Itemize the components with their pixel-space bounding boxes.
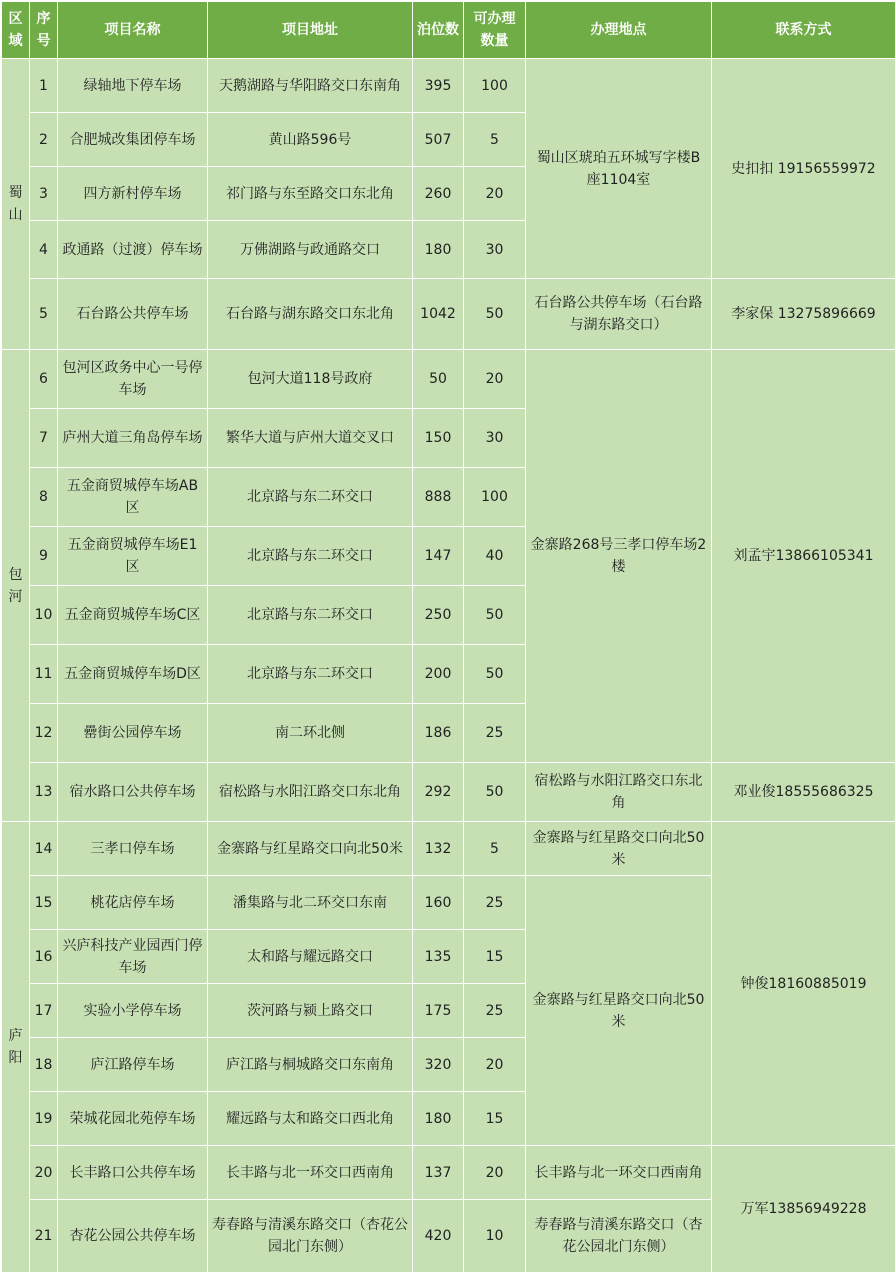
- office-cell: 金寨路与红星路交口向北50米: [526, 876, 712, 1146]
- available-cell: 15: [464, 930, 526, 984]
- spaces-cell: 135: [413, 930, 464, 984]
- available-cell: 100: [464, 59, 526, 113]
- address-cell: 北京路与东二环交口: [208, 645, 413, 704]
- table-row: [2, 822, 896, 876]
- header-available: 可办理数量: [464, 2, 526, 59]
- seq-cell: 2: [30, 113, 58, 167]
- spaces-cell: 200: [413, 645, 464, 704]
- spaces-cell: 147: [413, 527, 464, 586]
- parking-table: [1, 1, 896, 1273]
- seq-cell: 4: [30, 221, 58, 279]
- office-cell: 宿松路与水阳江路交口东北角: [526, 763, 712, 822]
- address-cell: 天鹅湖路与华阳路交口东南角: [208, 59, 413, 113]
- spaces-cell: 186: [413, 704, 464, 763]
- available-cell: 50: [464, 645, 526, 704]
- spaces-cell: 180: [413, 221, 464, 279]
- address-cell: 北京路与东二环交口: [208, 468, 413, 527]
- contact-cell: 邓业俊18555686325: [712, 763, 896, 822]
- available-cell: 5: [464, 822, 526, 876]
- address-cell: 寿春路与清溪东路交口（杏花公园北门东侧）: [208, 1200, 413, 1273]
- address-cell: 耀远路与太和路交口西北角: [208, 1092, 413, 1146]
- available-cell: 25: [464, 704, 526, 763]
- seq-cell: 1: [30, 59, 58, 113]
- spaces-cell: 132: [413, 822, 464, 876]
- spaces-cell: 50: [413, 350, 464, 409]
- seq-cell: 3: [30, 167, 58, 221]
- spaces-cell: 250: [413, 586, 464, 645]
- contact-cell: 李家保 13275896669: [712, 279, 896, 350]
- seq-cell: 16: [30, 930, 58, 984]
- contact-cell: 万军13856949228: [712, 1146, 896, 1273]
- seq-cell: 15: [30, 876, 58, 930]
- name-cell: 罍街公园停车场: [58, 704, 208, 763]
- contact-cell: 刘孟宇13866105341: [712, 350, 896, 763]
- address-cell: 金寨路与红星路交口向北50米: [208, 822, 413, 876]
- available-cell: 50: [464, 763, 526, 822]
- header-name: 项目名称: [58, 2, 208, 59]
- seq-cell: 9: [30, 527, 58, 586]
- address-cell: 长丰路与北一环交口西南角: [208, 1146, 413, 1200]
- available-cell: 20: [464, 350, 526, 409]
- spaces-cell: 292: [413, 763, 464, 822]
- seq-cell: 8: [30, 468, 58, 527]
- spaces-cell: 1042: [413, 279, 464, 350]
- header-contact: 联系方式: [712, 2, 896, 59]
- available-cell: 40: [464, 527, 526, 586]
- name-cell: 杏花公园公共停车场: [58, 1200, 208, 1273]
- available-cell: 25: [464, 984, 526, 1038]
- contact-cell: 史扣扣 19156559972: [712, 59, 896, 279]
- address-cell: 万佛湖路与政通路交口: [208, 221, 413, 279]
- address-cell: 包河大道118号政府: [208, 350, 413, 409]
- available-cell: 30: [464, 409, 526, 468]
- spaces-cell: 507: [413, 113, 464, 167]
- table-row: [2, 763, 896, 822]
- seq-cell: 11: [30, 645, 58, 704]
- name-cell: 三孝口停车场: [58, 822, 208, 876]
- name-cell: 合肥城改集团停车场: [58, 113, 208, 167]
- address-cell: 祁门路与东至路交口东北角: [208, 167, 413, 221]
- address-cell: 宿松路与水阳江路交口东北角: [208, 763, 413, 822]
- available-cell: 20: [464, 1146, 526, 1200]
- address-cell: 北京路与东二环交口: [208, 527, 413, 586]
- name-cell: 庐江路停车场: [58, 1038, 208, 1092]
- contact-cell: 钟俊18160885019: [712, 822, 896, 1146]
- spaces-cell: 160: [413, 876, 464, 930]
- region-cell: 包河: [2, 350, 30, 822]
- name-cell: 荣城花园北苑停车场: [58, 1092, 208, 1146]
- office-cell: 蜀山区琥珀五环城写字楼B座1104室: [526, 59, 712, 279]
- address-cell: 繁华大道与庐州大道交叉口: [208, 409, 413, 468]
- name-cell: 宿水路口公共停车场: [58, 763, 208, 822]
- name-cell: 五金商贸城停车场AB区: [58, 468, 208, 527]
- name-cell: 五金商贸城停车场C区: [58, 586, 208, 645]
- spaces-cell: 888: [413, 468, 464, 527]
- name-cell: 四方新村停车场: [58, 167, 208, 221]
- spaces-cell: 175: [413, 984, 464, 1038]
- address-cell: 黄山路596号: [208, 113, 413, 167]
- name-cell: 包河区政务中心一号停车场: [58, 350, 208, 409]
- address-cell: 石台路与湖东路交口东北角: [208, 279, 413, 350]
- name-cell: 桃花店停车场: [58, 876, 208, 930]
- seq-cell: 5: [30, 279, 58, 350]
- seq-cell: 7: [30, 409, 58, 468]
- name-cell: 兴庐科技产业园西门停车场: [58, 930, 208, 984]
- spaces-cell: 137: [413, 1146, 464, 1200]
- name-cell: 石台路公共停车场: [58, 279, 208, 350]
- seq-cell: 14: [30, 822, 58, 876]
- available-cell: 50: [464, 279, 526, 350]
- spaces-cell: 260: [413, 167, 464, 221]
- office-cell: 石台路公共停车场（石台路与湖东路交口）: [526, 279, 712, 350]
- name-cell: 实验小学停车场: [58, 984, 208, 1038]
- available-cell: 50: [464, 586, 526, 645]
- available-cell: 20: [464, 1038, 526, 1092]
- office-cell: 长丰路与北一环交口西南角: [526, 1146, 712, 1200]
- address-cell: 茨河路与颍上路交口: [208, 984, 413, 1038]
- seq-cell: 21: [30, 1200, 58, 1273]
- header-office: 办理地点: [526, 2, 712, 59]
- seq-cell: 20: [30, 1146, 58, 1200]
- spaces-cell: 420: [413, 1200, 464, 1273]
- table-row: [2, 59, 896, 113]
- name-cell: 五金商贸城停车场E1区: [58, 527, 208, 586]
- office-cell: 金寨路268号三孝口停车场2楼: [526, 350, 712, 763]
- spaces-cell: 320: [413, 1038, 464, 1092]
- table-row: [2, 279, 896, 350]
- address-cell: 南二环北侧: [208, 704, 413, 763]
- available-cell: 5: [464, 113, 526, 167]
- name-cell: 绿轴地下停车场: [58, 59, 208, 113]
- available-cell: 25: [464, 876, 526, 930]
- name-cell: 长丰路口公共停车场: [58, 1146, 208, 1200]
- header-region: 区域: [2, 2, 30, 59]
- seq-cell: 18: [30, 1038, 58, 1092]
- name-cell: 庐州大道三角岛停车场: [58, 409, 208, 468]
- seq-cell: 10: [30, 586, 58, 645]
- address-cell: 潘集路与北二环交口东南: [208, 876, 413, 930]
- header-seq: 序号: [30, 2, 58, 59]
- office-cell: 寿春路与清溪东路交口（杏花公园北门东侧）: [526, 1200, 712, 1273]
- address-cell: 太和路与耀远路交口: [208, 930, 413, 984]
- available-cell: 100: [464, 468, 526, 527]
- table-row: [2, 350, 896, 409]
- address-cell: 北京路与东二环交口: [208, 586, 413, 645]
- seq-cell: 6: [30, 350, 58, 409]
- available-cell: 30: [464, 221, 526, 279]
- name-cell: 五金商贸城停车场D区: [58, 645, 208, 704]
- seq-cell: 19: [30, 1092, 58, 1146]
- region-cell: 庐阳: [2, 822, 30, 1273]
- seq-cell: 12: [30, 704, 58, 763]
- address-cell: 庐江路与桐城路交口东南角: [208, 1038, 413, 1092]
- header-address: 项目地址: [208, 2, 413, 59]
- table-row: [2, 1146, 896, 1200]
- region-cell: 蜀山: [2, 59, 30, 350]
- available-cell: 20: [464, 167, 526, 221]
- header-spaces: 泊位数: [413, 2, 464, 59]
- seq-cell: 17: [30, 984, 58, 1038]
- name-cell: 政通路（过渡）停车场: [58, 221, 208, 279]
- seq-cell: 13: [30, 763, 58, 822]
- spaces-cell: 395: [413, 59, 464, 113]
- office-cell: 金寨路与红星路交口向北50米: [526, 822, 712, 876]
- available-cell: 10: [464, 1200, 526, 1273]
- spaces-cell: 150: [413, 409, 464, 468]
- available-cell: 15: [464, 1092, 526, 1146]
- spaces-cell: 180: [413, 1092, 464, 1146]
